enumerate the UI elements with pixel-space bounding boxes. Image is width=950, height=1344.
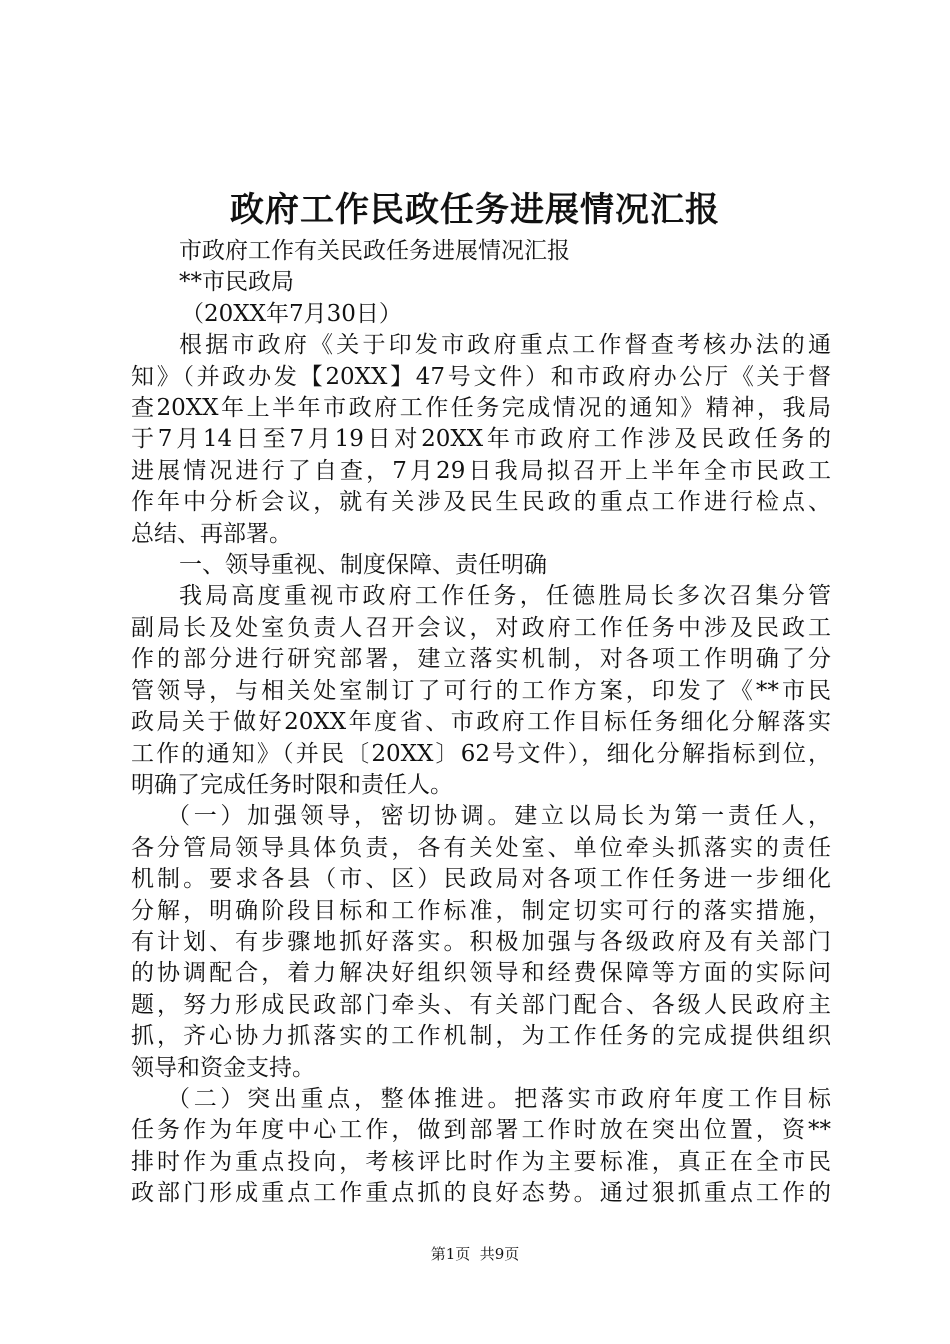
- body-line: 政部门形成重点工作重点抓的良好态势。通过狠抓重点工作的: [131, 1180, 831, 1207]
- body-line: 工作的通知》（并民〔20XX〕62号文件），细化分解指标到位，: [131, 740, 831, 767]
- page-number: 第1页 共9页: [430, 1245, 520, 1263]
- page-footer: [0, 1244, 950, 1264]
- body-line: 作的部分进行研究部署，建立落实机制，对各项工作明确了分: [131, 646, 831, 673]
- subsection-line: （二）突出重点，整体推进。把落实市政府年度工作目标: [167, 1085, 831, 1112]
- body-line: 机制。要求各县（市、区）民政局对各项工作任务进一步细化: [131, 866, 831, 893]
- body-line: 查20XX年上半年市政府工作任务完成情况的通知》精神，我局: [131, 395, 831, 422]
- body-line: 领导和资金支持。: [131, 1054, 315, 1081]
- document-body: [131, 236, 831, 1210]
- body-line: 政局关于做好20XX年度省、市政府工作目标任务细化分解落实: [131, 709, 831, 736]
- body-line: 有计划、有步骤地抓好落实。积极加强与各级政府及有关部门: [131, 928, 831, 955]
- body-line: 任务作为年度中心工作，做到部署工作时放在突出位置，资**: [131, 1117, 831, 1144]
- section-heading: 一、领导重视、制度保障、责任明确: [179, 552, 547, 579]
- body-line: 总结、再部署。: [131, 520, 292, 547]
- document-title: 政府工作民政任务进展情况汇报: [230, 190, 720, 230]
- body-line: 知》（并政办发【20XX】47号文件）和市政府办公厅《关于督: [131, 363, 831, 390]
- body-line: 明确了完成任务时限和责任人。: [131, 771, 453, 798]
- body-line: 抓，齐心协力抓落实的工作机制，为工作任务的完成提供组织: [131, 1023, 831, 1050]
- body-line: 排时作为重点投向，考核评比时作为主要标准，真正在全市民: [131, 1148, 831, 1175]
- body-line: 进展情况进行了自查，7月29日我局拟召开上半年全市民政工: [131, 457, 831, 484]
- body-line: 于7月14日至7月19日对20XX年市政府工作涉及民政任务的: [131, 426, 831, 453]
- body-line: 作年中分析会议，就有关涉及民生民政的重点工作进行检点、: [131, 489, 831, 516]
- date-line: （20XX年7月30日）: [181, 300, 402, 327]
- body-line: 根据市政府《关于印发市政府重点工作督查考核办法的通: [179, 332, 831, 359]
- body-line: 分解，明确阶段目标和工作标准，制定切实可行的落实措施，: [131, 897, 831, 924]
- body-line: 我局高度重视市政府工作任务，任德胜局长多次召集分管: [179, 583, 831, 610]
- body-line: 的协调配合，着力解决好组织领导和经费保障等方面的实际问: [131, 960, 831, 987]
- body-line: 管领导，与相关处室制订了可行的工作方案，印发了《**市民: [131, 677, 831, 704]
- issuer-line: **市民政局: [179, 269, 294, 296]
- body-line: 各分管局领导具体负责，各有关处室、单位牵头抓落实的责任: [131, 834, 831, 861]
- subtitle-line: 市政府工作有关民政任务进展情况汇报: [179, 238, 570, 264]
- body-line: 副局长及处室负责人召开会议，对政府工作任务中涉及民政工: [131, 614, 831, 641]
- subsection-line: （一）加强领导，密切协调。建立以局长为第一责任人，: [167, 803, 831, 830]
- body-line: 题，努力形成民政部门牵头、有关部门配合、各级人民政府主: [131, 991, 831, 1018]
